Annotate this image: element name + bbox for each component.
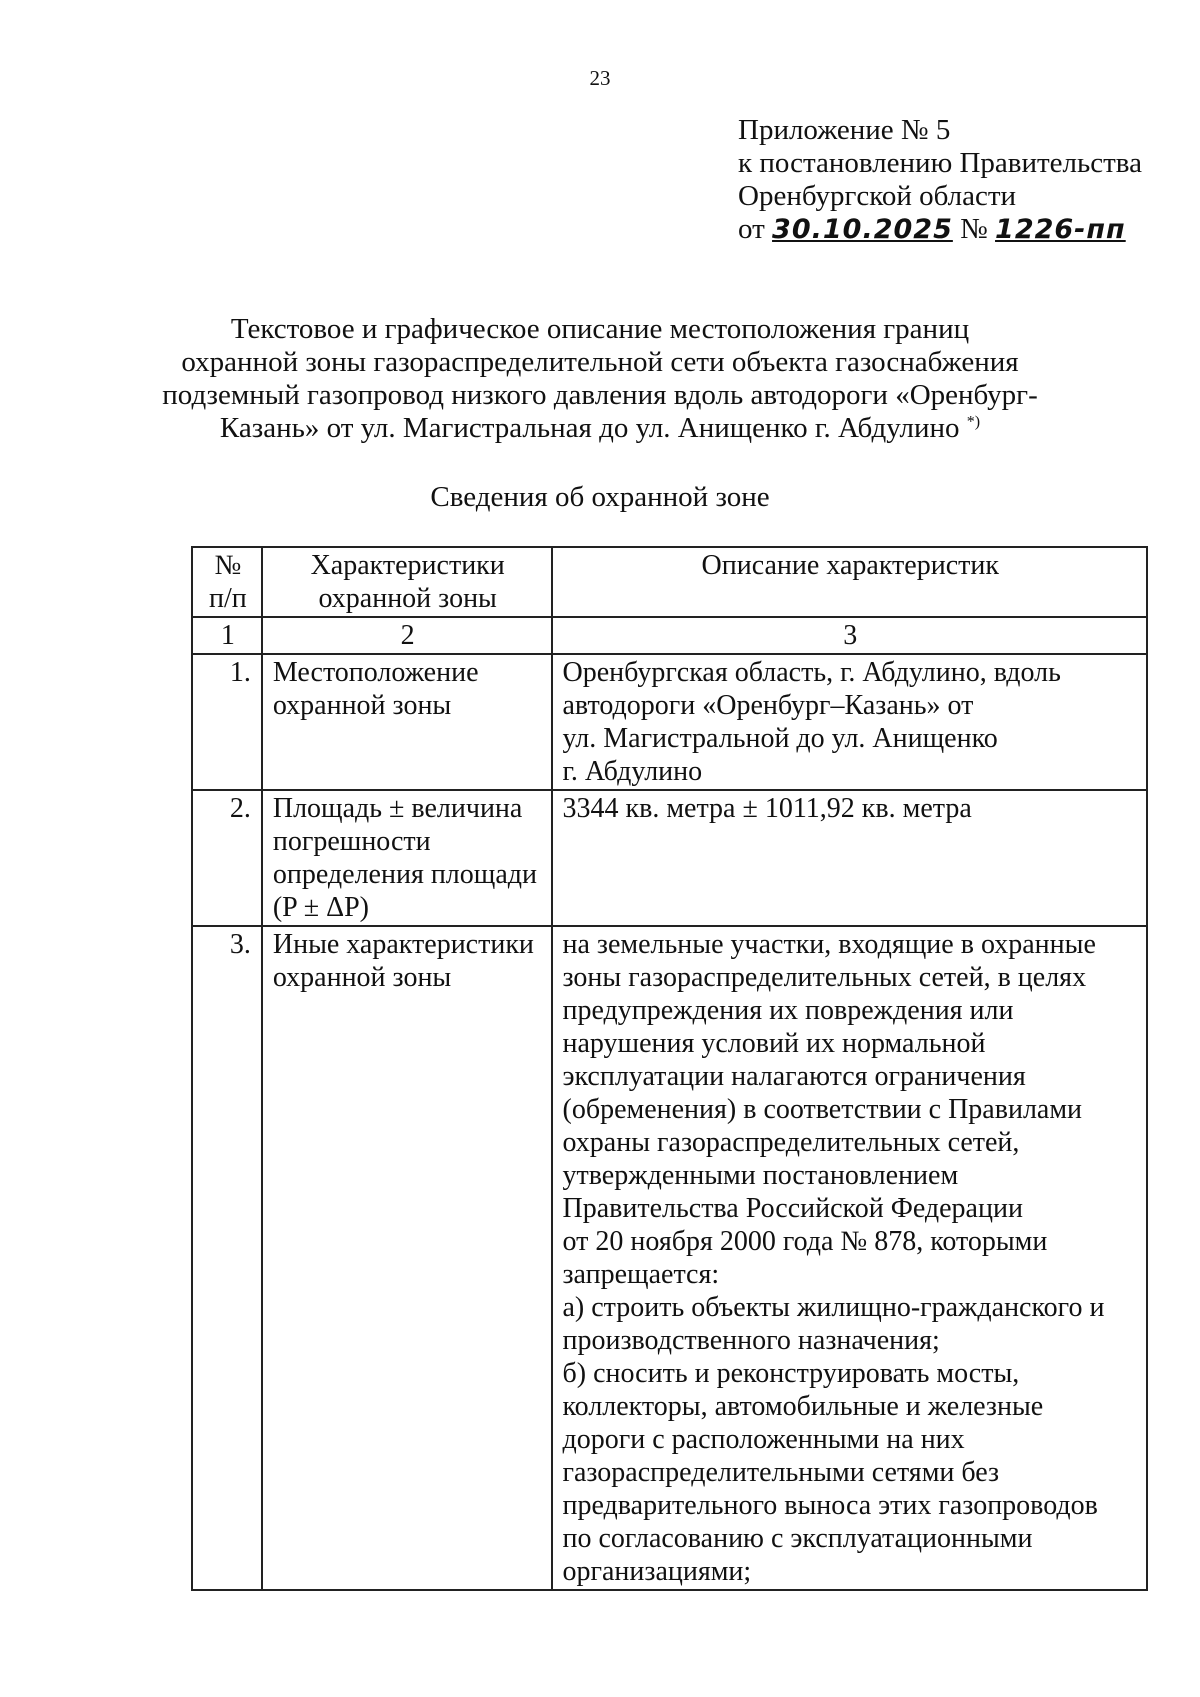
text-line: Правительства Российской Федерации	[562, 1193, 1023, 1224]
text-line: 3344 кв. метра ± 1011,92 кв. метра	[562, 793, 972, 824]
row-characteristic	[262, 790, 552, 926]
header-characteristics-line-1: Характеристики	[310, 550, 505, 581]
text-line: б) сносить и реконструировать мосты,	[562, 1358, 1020, 1389]
text-line: на земельные участки, входящие в охранные	[562, 929, 1096, 960]
footnote-mark: *)	[966, 413, 981, 431]
column-number-3: 3	[552, 617, 1148, 654]
text-line: предварительного выноса этих газопроводов	[562, 1490, 1098, 1521]
text-line: охранной зоны	[272, 690, 452, 721]
text-line: автодороги «Оренбург–Казань» от	[562, 690, 974, 721]
text-line: эксплуатации налагаются ограничения	[562, 1061, 1026, 1092]
text-line: нарушения условий их нормальной	[562, 1028, 986, 1059]
row-characteristic	[262, 926, 552, 1590]
text-line: Оренбургская область, г. Абдулино, вдоль	[562, 657, 1061, 688]
text-line: коллекторы, автомобильные и железные	[562, 1391, 1044, 1422]
protection-zone-table	[191, 546, 1148, 1591]
title-line-1: Текстовое и графическое описание местоположения границ	[230, 313, 970, 345]
appendix-block	[738, 114, 1142, 246]
text-line: утвержденными постановлением	[562, 1160, 959, 1191]
text-line: от 20 ноября 2000 года № 878, которыми	[562, 1226, 1048, 1257]
header-characteristics-line-2: охранной зоны	[318, 583, 497, 614]
text-line: Местоположение	[272, 657, 479, 688]
text-line: охраны газораспределительных сетей,	[562, 1127, 1020, 1158]
text-line: ул. Магистральной до ул. Анищенко	[562, 723, 998, 754]
text-line: газораспределительными сетями без	[562, 1457, 1000, 1488]
header-number-line-2: п/п	[209, 583, 247, 614]
text-line: зоны газораспределительных сетей, в целях	[562, 962, 1087, 993]
text-line: предупреждения их повреждения или	[562, 995, 1014, 1026]
table-header-row	[192, 547, 1147, 617]
title-line-2: охранной зоны газораспределительной сети объекта газоснабжения	[181, 346, 1019, 378]
section-subtitle: Сведения об охранной зоне	[430, 481, 770, 513]
text-line: организациями;	[562, 1556, 752, 1587]
header-characteristics	[262, 547, 552, 617]
text-line: г. Абдулино	[562, 756, 703, 787]
text-line: а) строить объекты жилищно-гражданского и	[562, 1292, 1105, 1323]
title-line-3: подземный газопровод низкого давления вдоль автодороги «Оренбург-	[162, 379, 1038, 411]
text-line: охранной зоны	[272, 962, 452, 993]
number-prefix: №	[960, 213, 988, 245]
row-number: 1.	[192, 654, 262, 790]
column-number-2: 2	[262, 617, 552, 654]
text-line: производственного назначения;	[562, 1325, 940, 1356]
row-number: 3.	[192, 926, 262, 1590]
row-description	[552, 654, 1148, 790]
header-number	[192, 547, 262, 617]
text-line: Иные характеристики	[272, 929, 534, 960]
column-number-1: 1	[192, 617, 262, 654]
text-line: запрещается:	[562, 1259, 720, 1290]
table-row	[192, 926, 1147, 1590]
header-description: Описание характеристик	[552, 547, 1148, 617]
table-row	[192, 790, 1147, 926]
title-line-4	[150, 412, 1050, 445]
appendix-line-1: Приложение № 5	[738, 114, 951, 146]
text-line: (обременения) в соответствии с Правилами	[562, 1094, 1083, 1125]
text-line: (P ± ΔP)	[272, 892, 369, 923]
handwritten-date: 30.10.2025	[772, 214, 953, 245]
header-number-line-1: №	[214, 550, 242, 581]
title-line-4-text: Казань» от ул. Магистральная до ул. Анищенко г. Абдулино	[219, 412, 960, 444]
document-title	[150, 313, 1050, 445]
table-row	[192, 654, 1147, 790]
column-number-row	[192, 617, 1147, 654]
text-line: Площадь ± величина	[272, 793, 523, 824]
row-characteristic	[262, 654, 552, 790]
appendix-line-3: Оренбургской области	[738, 180, 1017, 212]
text-line: по согласованию с эксплуатационными	[562, 1523, 1033, 1554]
row-description	[552, 926, 1148, 1590]
text-line: определения площади	[272, 859, 537, 890]
page-number: 23	[589, 66, 611, 90]
text-line: погрешности	[272, 826, 431, 857]
date-prefix: от	[738, 213, 765, 245]
appendix-date-line	[738, 213, 1142, 246]
handwritten-number: 1226-пп	[995, 214, 1126, 245]
row-description	[552, 790, 1148, 926]
text-line: дороги с расположенными на них	[562, 1424, 965, 1455]
row-number: 2.	[192, 790, 262, 926]
appendix-line-2: к постановлению Правительства	[738, 147, 1142, 179]
